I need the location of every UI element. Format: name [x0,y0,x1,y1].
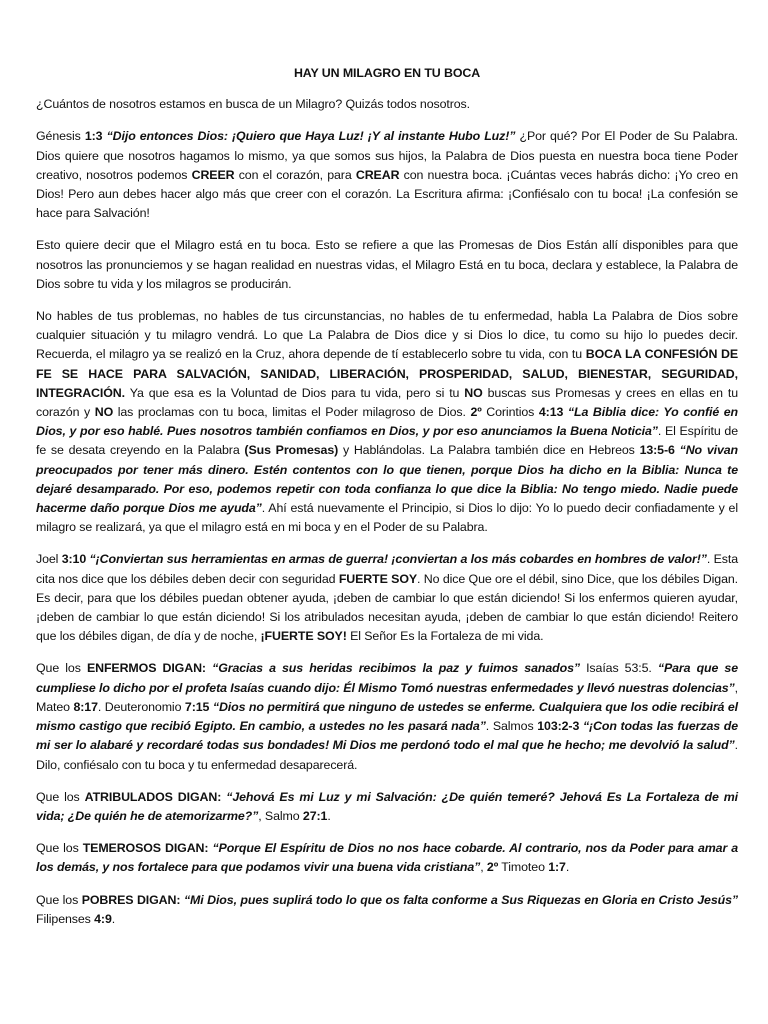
text-segment: ¡FUERTE SOY! [260,629,347,644]
text-segment: Filipenses [36,911,95,926]
paragraph [36,891,738,929]
paragraph [36,307,738,537]
text-segment: Que los [36,789,85,804]
text-segment: “¡Con todas las fuerzas de mi ser lo alabaré y recordaré todas sus bondades! Mi Dios me perdonó todo el mal que he hecho; me devolvió la salud” [36,719,739,753]
paragraph [36,659,738,774]
text-segment: . Salmos [485,719,538,734]
text-segment: “Jehová Es mi Luz y mi Salvación: ¿De quién temeré? Jehová Es La Fortaleza de mi vida; ¿De quién he de atemorizarme?” [36,789,738,823]
text-segment: NO [94,405,114,420]
text-segment: , [480,860,487,875]
text-segment: 8:17 [73,699,98,714]
text-segment: “Gracias a sus heridas recibimos la paz y fuimos sanados” [212,661,580,676]
text-segment: , Salmo [258,808,303,823]
text-segment: ¿Cuántos de nosotros estamos en busca de un Milagro? Quizás todos nosotros. [36,97,470,112]
document-title: HAY UN MILAGRO EN TU BOCA [293,66,481,80]
text-segment: Que los [36,661,87,676]
text-segment: El Señor Es la Fortaleza de mi vida. [346,629,544,644]
text-segment: TEMEROSOS DIGAN: [82,841,209,856]
paragraph [36,839,738,877]
text-segment: 3:10 [61,552,87,567]
paragraph [36,127,738,223]
text-segment: . Esta cita nos dice que los débiles deben decir con seguridad [36,552,738,586]
text-segment: . [327,808,331,823]
text-segment: “Dios no permitirá que ninguno de ustedes se enferme. Cualquiera que los odie recibirá el mismo castigo que recibió Egipto. En cambio, a ustedes no les pasará nada” [36,699,739,734]
text-segment: Que los [36,892,82,907]
text-segment: “La Biblia dice: Yo confié en Dios, y por eso hablé. Pues nosotros también confiamos en Dios, y por eso anunciamos la Buena Noticia” [36,405,738,439]
text-segment: 7:15 [184,699,210,714]
text-segment: ¿Por qué? Por El Poder de Su Palabra. Dios quiere que nosotros hagamos lo mismo, ya que somos sus hijos, la Palabra de Dios puesta en nuestra boca tiene Poder creativo, nosotros podemos [36,129,738,182]
text-segment: Que los [36,841,83,856]
text-segment: FUERTE SOY [338,571,418,586]
text-segment: Esto quiere decir que el Milagro está en tu boca. Esto se refiere a que las Promesas de Dios Están allí disponibles para que nosotros las pronunciemos y se hagan realidad en nuestras vidas, el Milagro Está en tu boca, declara y establece, la Palabra de Dios sobre tu vida y los milagros se producirán. [36,238,738,291]
text-segment: 1:7 [548,860,566,875]
text-segment: 13:5-6 [639,443,675,458]
text-segment: las proclamas con tu boca, limitas el Poder milagroso de Dios. [113,405,471,420]
text-segment: 27:1 [302,808,328,823]
paragraph [36,95,738,114]
text-segment: (Sus Promesas) [244,443,339,458]
text-segment: “¡Conviertan sus herramientas en armas de guerra! ¡conviertan a los más cobardes en hombres de valor!” [89,552,707,567]
text-segment: CREAR [355,167,400,182]
text-segment: NO [464,385,483,400]
text-segment: Joel [36,552,62,567]
text-segment: 103:2-3 [537,719,580,734]
text-segment: Génesis [36,129,85,144]
text-segment: 1:3 [84,129,103,144]
text-segment: 4:13 [538,405,564,420]
text-segment: ATRIBULADOS DIGAN: [84,789,222,804]
document-body [36,95,738,929]
text-segment: y Hablándolas. La Palabra también dice en Hebreos [338,443,640,458]
text-segment: buscas sus Promesas y crees en ellas en tu corazón y [36,385,738,420]
text-segment: 2º [470,405,482,420]
text-segment: Timoteo [498,860,549,875]
paragraph [36,550,738,646]
text-segment: “Porque El Espíritu de Dios no nos hace cobarde. Al contrario, nos da Poder para amar a los demás, y nos fortalece para que podamos vivir una buena vida cristiana” [36,841,738,875]
text-segment: . [565,860,570,875]
text-segment: “Dijo entonces Dios: ¡Quiero que Haya Luz! ¡Y al instante Hubo Luz!” [106,129,516,144]
text-segment: con nuestra boca. ¡Cuántas veces habrás dicho: ¡Yo creo en Dios! Pero aun debes hacer algo más que creer con el corazón. La Escritura afirma: ¡Confiésalo con tu boca! ¡La confesión se hace para Salvación! [36,167,738,221]
text-segment: Ya que esa es la Voluntad de Dios para tu vida, pero si tu [124,385,465,400]
text-segment: CREER [191,167,235,182]
text-segment: . Deuteronomio [97,699,185,714]
text-segment: Corintios [481,405,539,420]
text-segment: Isaías 53:5. [579,661,658,676]
text-segment: “Mi Dios, pues suplirá todo lo que os falta conforme a Sus Riquezas en Gloria en Cristo Jesús” [183,892,738,907]
text-segment: BOCA LA CONFESIÓN DE FE SE HACE PARA SALVACIÓN, SANIDAD, LIBERACIÓN, PROSPERIDAD, SALUD, BIENESTAR, SEGURIDAD, INTEGRACIÓN. [36,347,739,400]
text-segment: POBRES DIGAN: [81,892,181,907]
paragraph [36,788,738,826]
text-segment: “No vivan preocupados por tener más dinero. Estén contentos con lo que tienen, porque Dios ha dicho en la Biblia: Nunca te dejaré desamparado. Por eso, podemos repetir con toda confianza lo que dice la Biblia: No tengo miedo. Nadie puede hacerme daño porque Dios me ayuda” [36,443,739,516]
text-segment: ENFERMOS DIGAN: [86,661,206,676]
text-segment: 4:9 [94,911,112,926]
paragraph [36,236,738,294]
text-segment: , Mateo [36,680,738,714]
text-segment: . Dilo, confiésalo con tu boca y tu enfermedad desaparecerá. [36,738,738,772]
text-segment: . No dice Que ore el débil, sino Dice, que los débiles Digan. Es decir, para que los débiles puedan obtener ayuda, ¡deben de cambiar lo que están diciendo! Si los enfermos quieren ayudar, ¡deben de cambiar lo que están diciendo! Si los atribulados necesitan ayuda, ¡deben de cambiar lo que están diciendo! Reitero que los débiles digan, de día y de noche, [36,571,739,644]
text-segment: . El Espíritu de fe se desata creyendo en la Palabra [36,424,738,458]
text-segment: . Ahí está nuevamente el Principio, si Dios lo dijo: Yo lo puedo decir confiadamente y el milagro se realizará, ya que el milagro está en mi boca y en el Poder de su Palabra. [36,501,738,535]
text-segment: No hables de tus problemas, no hables de tus circunstancias, no hables de tu enfermedad, habla La Palabra de Dios sobre cualquier situación y tu milagro vendrá. Lo que La Palabra de Dios dice y si Dios lo dice, tu como su hijo lo puedes decir. Recuerda, el milagro ya se realizó en la Cruz, ahora depende de tí establecerlo sobre tu vida, con tu [36,309,738,362]
text-segment: “Para que se cumpliese lo dicho por el profeta Isaías cuando dijo: Él Mismo Tomó nuestras enfermedades y llevó nuestras dolencias” [36,661,739,695]
text-segment: . [111,911,116,926]
text-segment: 2º [486,860,499,875]
text-segment: con el corazón, para [234,167,356,182]
document-page [36,64,738,929]
